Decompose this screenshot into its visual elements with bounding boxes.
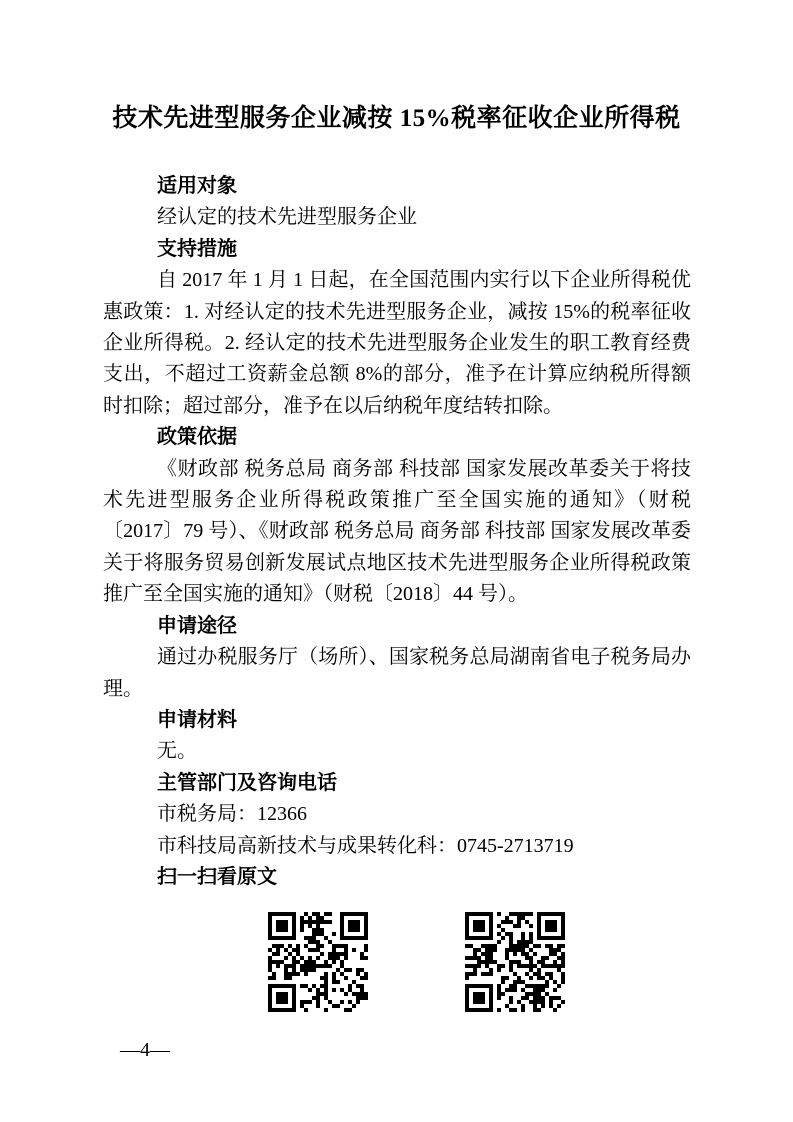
qr-code-left bbox=[268, 912, 368, 1012]
paragraph-application-channel: 通过办税服务厅（场所）、国家税务总局湖南省电子税务局办理。 bbox=[103, 646, 691, 700]
paragraph-tax-bureau-phone: 市税务局：12366 bbox=[157, 803, 307, 826]
document-body bbox=[103, 171, 691, 1012]
qr-code-row bbox=[268, 912, 691, 1012]
paragraph-application-materials: 无。 bbox=[157, 740, 197, 763]
qr-code-right bbox=[465, 912, 565, 1012]
paragraph-applicable-targets: 经认定的技术先进型服务企业 bbox=[157, 206, 417, 229]
paragraph-support-measures: 自 2017 年 1 月 1 日起，在全国范围内实行以下企业所得税优惠政策：1. 对经认定的技术先进型服务企业，减按 15%的税率征收企业所得税。2. 经认定的技术先进型服务企业发生的职工教育经费支出，不超过工资薪金总额 8%的部分，准予在计算应纳税所得额时扣除；超过部分，准予在以后纳税年度结转扣除。 bbox=[103, 269, 691, 417]
paragraph-science-bureau-phone: 市科技局高新技术与成果转化科：0745-2713719 bbox=[157, 834, 574, 857]
section-heading-application-materials: 申请材料 bbox=[157, 708, 237, 731]
section-heading-scan-qr: 扫一扫看原文 bbox=[157, 865, 277, 888]
section-heading-applicable-targets: 适用对象 bbox=[157, 175, 237, 197]
section-heading-policy-basis: 政策依据 bbox=[157, 426, 237, 449]
page-title: 技术先进型服务企业减按 15%税率征收企业所得税 bbox=[112, 105, 681, 132]
paragraph-policy-basis: 《财政部 税务总局 商务部 科技部 国家发展改革委关于将技术先进型服务企业所得税政策推广至全国实施的通知》（财税〔2017〕79 号）、《财政部 税务总局 商务部 科技部 国家发展改革委关于将服务贸易创新发展试点地区技术先进型服务企业所得税政策推广至全国实施的通知》（财税〔2018〕44 号）。 bbox=[103, 457, 691, 606]
page-number: —4— bbox=[120, 1039, 170, 1061]
section-heading-support-measures: 支持措施 bbox=[157, 237, 237, 260]
section-heading-application-channel: 申请途径 bbox=[157, 614, 237, 637]
section-heading-department-contacts: 主管部门及咨询电话 bbox=[157, 771, 337, 794]
